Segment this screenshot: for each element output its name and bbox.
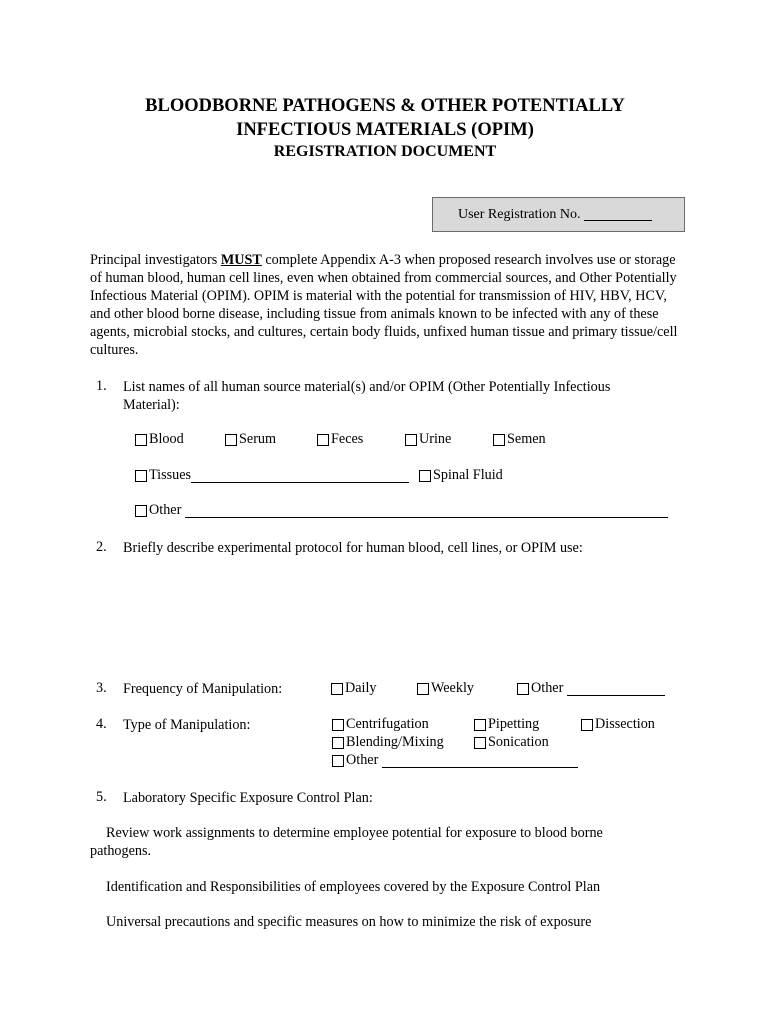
checkbox-weekly-label: Weekly	[431, 680, 474, 696]
checkbox-dissection[interactable]	[581, 716, 655, 733]
title-line-1: BLOODBORNE PATHOGENS & OTHER POTENTIALLY	[145, 96, 625, 116]
intro-body: complete Appendix A-3 when proposed research involves use or storage of human blood, human cell lines, even when obtained from commercial sources, and Other Potentially Infectious Material (OPIM). OPIM is material with the potential for transmission of HIV, HBV, HCV, and other blood borne disease, including tissue from animals known to be infected with any of these agents, microbial stocks, and cultures, certain body fluids, unfixed human tissue and primary tissue/cell cultures.	[90, 252, 678, 358]
exposure-plan-paragraph-2: Identification and Responsibilities of employees covered by the Exposure Control Plan	[106, 879, 601, 895]
q5-number: 5.	[96, 789, 107, 805]
intro-prefix: Principal investigators	[90, 252, 221, 268]
checkbox-icon[interactable]	[331, 683, 343, 695]
q2-answer-area[interactable]	[123, 562, 683, 670]
q2-number: 2.	[96, 539, 107, 555]
checkbox-blending[interactable]	[332, 734, 444, 751]
checkbox-tissues[interactable]	[135, 467, 409, 484]
q3-number: 3.	[96, 680, 107, 696]
registration-number-field[interactable]	[584, 208, 652, 221]
checkbox-feces-label: Feces	[331, 431, 364, 447]
checkbox-blending-label: Blending/Mixing	[346, 734, 444, 750]
checkbox-daily[interactable]	[331, 680, 377, 697]
checkbox-icon[interactable]	[581, 719, 593, 731]
checkbox-icon[interactable]	[419, 470, 431, 482]
checkbox-icon[interactable]	[332, 737, 344, 749]
checkbox-other-material[interactable]	[135, 502, 668, 519]
checkbox-pipetting[interactable]	[474, 716, 539, 733]
checkbox-dissection-label: Dissection	[595, 716, 655, 732]
checkbox-centrifugation[interactable]	[332, 716, 429, 733]
checkbox-serum[interactable]	[225, 431, 276, 448]
checkbox-pipetting-label: Pipetting	[488, 716, 540, 732]
checkbox-icon[interactable]	[405, 434, 417, 446]
checkbox-icon[interactable]	[517, 683, 529, 695]
q3-text: Frequency of Manipulation:	[123, 681, 283, 697]
checkbox-feces[interactable]	[317, 431, 363, 448]
checkbox-tissues-label: Tissues	[149, 467, 192, 483]
registration-box	[432, 197, 685, 232]
title-line-3: REGISTRATION DOCUMENT	[273, 143, 497, 160]
exposure-plan-paragraph-3: Universal precautions and specific measures on how to minimize the risk of exposure	[106, 914, 592, 930]
checkbox-semen-label: Semen	[507, 431, 546, 447]
other-material-blank-field[interactable]	[185, 503, 668, 518]
other-frequency-blank-field[interactable]	[567, 681, 665, 696]
intro-paragraph	[90, 251, 690, 359]
checkbox-other-manipulation-label: Other	[346, 752, 379, 768]
intro-emphasis: MUST	[220, 252, 262, 268]
checkbox-icon[interactable]	[474, 737, 486, 749]
q4-number: 4.	[96, 716, 107, 732]
checkbox-blood-label: Blood	[149, 431, 184, 447]
checkbox-icon[interactable]	[417, 683, 429, 695]
registration-label: User Registration No.	[458, 206, 581, 222]
checkbox-other-manipulation[interactable]	[332, 752, 578, 769]
q1-text	[123, 378, 683, 414]
checkbox-icon[interactable]	[332, 755, 344, 767]
checkbox-urine-label: Urine	[419, 431, 452, 447]
checkbox-blood[interactable]	[135, 431, 184, 448]
checkbox-icon[interactable]	[332, 719, 344, 731]
checkbox-icon[interactable]	[225, 434, 237, 446]
tissues-blank-field[interactable]	[191, 468, 409, 483]
checkbox-weekly[interactable]	[417, 680, 474, 697]
checkbox-spinal-fluid-label: Spinal Fluid	[433, 467, 503, 483]
checkbox-icon[interactable]	[135, 505, 147, 517]
checkbox-other-material-label: Other	[149, 502, 182, 518]
checkbox-centrifugation-label: Centrifugation	[346, 716, 429, 732]
checkbox-urine[interactable]	[405, 431, 451, 448]
checkbox-semen[interactable]	[493, 431, 546, 448]
q1-text-line2: Material):	[123, 397, 180, 413]
checkbox-icon[interactable]	[135, 434, 147, 446]
checkbox-icon[interactable]	[135, 470, 147, 482]
title-line-2: INFECTIOUS MATERIALS (OPIM)	[236, 120, 534, 140]
checkbox-icon[interactable]	[317, 434, 329, 446]
q2-text: Briefly describe experimental protocol for human blood, cell lines, or OPIM use:	[123, 540, 583, 556]
exposure-plan-paragraph-1: Review work assignments to determine employee potential for exposure to blood borne pathogens.	[90, 825, 603, 859]
q1-number: 1.	[96, 378, 107, 394]
checkbox-icon[interactable]	[474, 719, 486, 731]
checkbox-sonication-label: Sonication	[488, 734, 549, 750]
checkbox-icon[interactable]	[493, 434, 505, 446]
checkbox-serum-label: Serum	[239, 431, 277, 447]
checkbox-other-frequency[interactable]	[517, 680, 665, 697]
checkbox-daily-label: Daily	[345, 680, 377, 696]
checkbox-other-frequency-label: Other	[531, 680, 564, 696]
q5-text: Laboratory Specific Exposure Control Plan:	[123, 790, 373, 806]
q4-text: Type of Manipulation:	[123, 717, 251, 733]
checkbox-spinal-fluid[interactable]	[419, 467, 503, 484]
checkbox-sonication[interactable]	[474, 734, 549, 751]
q1-text-line1: List names of all human source material(s) and/or OPIM (Other Potentially Infectious	[123, 379, 611, 395]
other-manipulation-blank-field[interactable]	[382, 753, 578, 768]
